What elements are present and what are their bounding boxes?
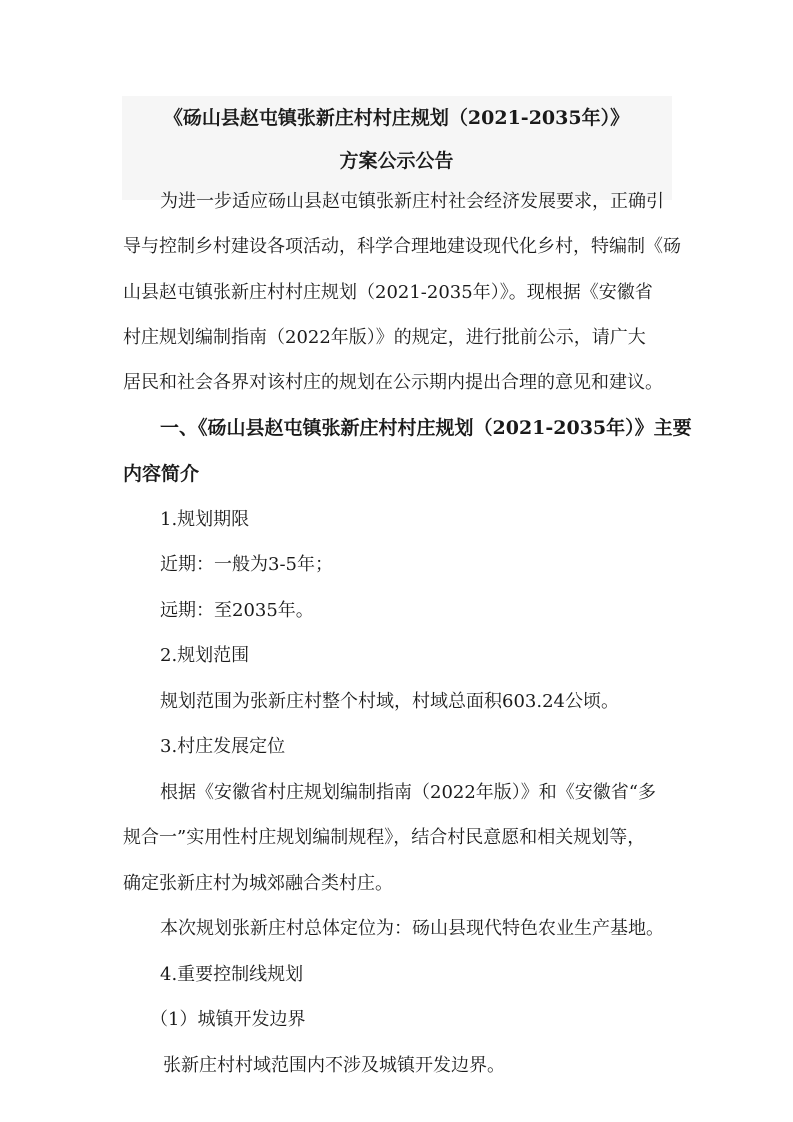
intro-line-4: 村庄规划编制指南（2022年版）》的规定，进行批前公示，请广大	[123, 327, 646, 348]
section-heading-line-2: 内容简介	[123, 463, 200, 485]
control-sub1-text: 张新庄村村域范围内不涉及城镇开发边界。	[163, 1055, 505, 1076]
scope-heading: 2.规划范围	[160, 645, 250, 666]
period-far: 远期：至2035年。	[160, 600, 314, 621]
positioning-heading: 3.村庄发展定位	[160, 736, 286, 757]
positioning-line-3: 确定张新庄村为城郊融合类村庄。	[123, 873, 393, 894]
intro-line-5: 居民和社会各界对该村庄的规划在公示期内提出合理的意见和建议。	[123, 372, 663, 393]
document-subtitle: 方案公示公告	[339, 150, 454, 172]
control-heading: 4.重要控制线规划	[160, 964, 304, 985]
intro-line-3: 山县赵屯镇张新庄村村庄规划（2021-2035年）》。现根据《安徽省	[123, 282, 653, 303]
document-title: 《砀山县赵屯镇张新庄村村庄规划（2021-2035年）》	[163, 107, 630, 129]
period-heading: 1.规划期限	[160, 509, 250, 530]
positioning-summary: 本次规划张新庄村总体定位为：砀山县现代特色农业生产基地。	[160, 918, 664, 939]
scope-text: 规划范围为张新庄村整个村域，村域总面积603.24公顷。	[160, 691, 619, 712]
intro-line-1: 为进一步适应砀山县赵屯镇张新庄村社会经济发展要求，正确引	[160, 191, 664, 212]
control-sub1-heading: （1）城镇开发边界	[150, 1009, 306, 1030]
positioning-line-1: 根据《安徽省村庄规划编制指南（2022年版）》和《安徽省“多	[160, 782, 657, 803]
intro-line-2: 导与控制乡村建设各项活动，科学合理地建设现代化乡村，特编制《砀	[123, 236, 681, 257]
section-heading-line-1: 一、《砀山县赵屯镇张新庄村村庄规划（2021-2035年）》主要	[160, 417, 692, 439]
period-near: 近期：一般为3-5年；	[160, 554, 333, 575]
positioning-line-2: 规合一”实用性村庄规划编制规程》，结合村民意愿和相关规划等，	[123, 827, 646, 848]
